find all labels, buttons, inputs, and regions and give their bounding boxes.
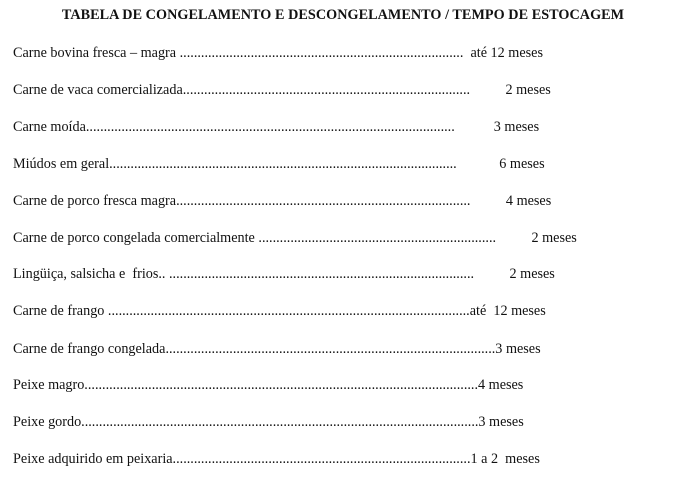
storage-row: Peixe gordo................................................................................................................3 meses — [13, 414, 524, 430]
storage-row: Carne de vaca comercializada................................................................................. 2 meses — [13, 82, 551, 98]
document-title: TABELA DE CONGELAMENTO E DESCONGELAMENTO / TEMPO DE ESTOCAGEM — [61, 7, 625, 23]
storage-row: Miúdos em geral.................................................................................................. 6 meses — [13, 156, 545, 172]
storage-row: Carne de porco fresca magra................................................................................... 4 meses — [13, 193, 552, 209]
storage-row: Carne de frango ......................................................................................................até 12 meses — [13, 303, 546, 319]
storage-row: Carne de frango congelada.............................................................................................3 meses — [13, 341, 541, 357]
storage-row: Lingüiça, salsicha e frios.. ...................................................................................... 2 meses — [13, 266, 555, 282]
storage-row: Carne moída........................................................................................................ 3 meses — [13, 119, 540, 135]
storage-row: Peixe magro...............................................................................................................4 meses — [13, 377, 524, 393]
storage-row: Carne bovina fresca – magra ................................................................................ até 12 meses — [13, 45, 543, 61]
storage-row: Peixe adquirido em peixaria....................................................................................1 a 2 meses — [13, 451, 540, 467]
storage-row: Carne de porco congelada comercialmente ................................................................... 2 meses — [13, 230, 577, 246]
